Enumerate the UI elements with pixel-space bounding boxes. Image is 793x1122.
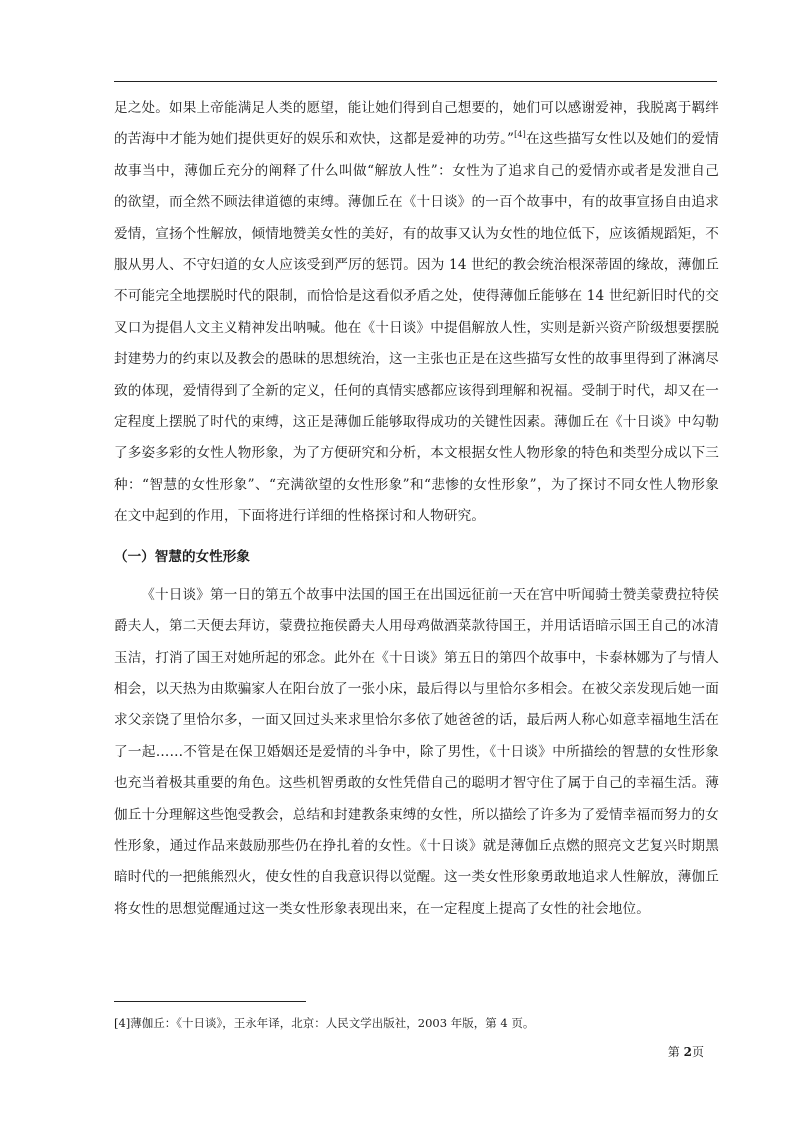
footnote: [4]薄伽丘：《十日谈》，王永年译，北京：人民文学出版社，2003 年版，第 4 页。 (114, 1016, 535, 1030)
paragraph-text: 足之处。如果上帝能满足人类的愿望，能让她们得到自己想要的，她们可以感谢爱神，我脱离于羁绊的苦海中才能为她们提供更好的娱乐和欢快，这都是爱神的功劳。” (114, 100, 719, 148)
paragraph: 《十日谈》第一日的第五个故事中法国的国王在出国远征前一天在宫中听闻骑士赞美蒙费拉特侯爵夫人，第二天便去拜访，蒙费拉拖侯爵夫人用母鸡做酒菜款待国王，并用话语暗示国王自己的冰清玉洁，打消了国王对她所起的邪念。此外在《十日谈》第五日的第四个故事中，卡泰林娜为了与情人相会，以天热为由欺骗家人在阳台放了一张小床，最后得以与里恰尔多相会。在被父亲发现后她一面求父亲饶了里恰尔多，一面又回过头来求里恰尔多依了她爸爸的话，最后两人称心如意幸福地生活在了一起……不管是在保卫婚姻还是爱情的斗争中，除了男性，《十日谈》中所描绘的智慧的女性形象也充当着极其重要的角色。这些机智勇敢的女性凭借自己的聪明才智守住了属于自己的幸福生活。薄伽丘十分理解这些饱受教会，总结和封建教条束缚的女性，所以描绘了许多为了爱情幸福而努力的女性形象，通过作品来鼓励那些仍在挣扎着的女性。《十日谈》就是薄伽丘点燃的照亮文艺复兴时期黑暗时代的一把熊熊烈火，使女性的自我意识得以觉醒。这一类女性形象勇敢地追求人性解放，薄伽丘将女性的思想觉醒通过这一类女性形象表现出来，在一定程度上提高了女性的社会地位。 (114, 586, 719, 917)
page-number-prefix: 第 (667, 1045, 684, 1059)
document-body (114, 93, 719, 925)
page-number-suffix: 页 (691, 1045, 704, 1059)
paragraph-continuation (114, 93, 719, 533)
section-heading: （一）智慧的女性形象 (114, 548, 250, 565)
footnote-rule (114, 1001, 306, 1002)
paragraph-text: 在这些描写女性以及她们的爱情故事当中，薄伽丘充分的阐释了什么叫做“解放人性”：女性为了追求自己的爱情亦或者是发泄自己的欲望，而全然不顾法律道德的束缚。薄伽丘在《十日谈》的一百个故事中，有的故事宣扬自由追求爱情，宣扬个性解放，倾情地赞美女性的美好，有的故事又认为女性的地位低下，应该循规蹈矩，不服从男人、不守妇道的女人应该受到严厉的惩罚。因为 14 世纪的教会统治根深蒂固的缘故，薄伽丘不可能完全地摆脱时代的限制，而恰恰是这看似矛盾之处，使得薄伽丘能够在 14 世纪新旧时代的交叉口为提倡人文主义精神发出呐喊。他在《十日谈》中提倡解放人性，实则是新兴资产阶级想要摆脱封建势力的约束以及教会的愚昧的思想统治，这一主张也正是在这些描写女性的故事里得到了淋漓尽致的体现，爱情得到了全新的定义，任何的真情实感都应该得到理解和祝福。受制于时代，却又在一定程度上摆脱了时代的束缚，这正是薄伽丘能够取得成功的关键性因素。薄伽丘在《十日谈》中勾勒了多姿多彩的女性人物形象，为了方便研究和分析，本文根据女性人物形象的特色和类型分成以下三种：“智慧的女性形象”、“充满欲望的女性形象”和“悲惨的女性形象”，为了探讨不同女性人物形象在文中起到的作用，下面将进行详细的性格探讨和人物研究。 (114, 131, 719, 525)
footnote-marker[interactable]: [4] (514, 129, 526, 139)
page-number (668, 1043, 704, 1061)
page-number-value: 2 (683, 1045, 692, 1059)
header-rule (114, 81, 717, 82)
